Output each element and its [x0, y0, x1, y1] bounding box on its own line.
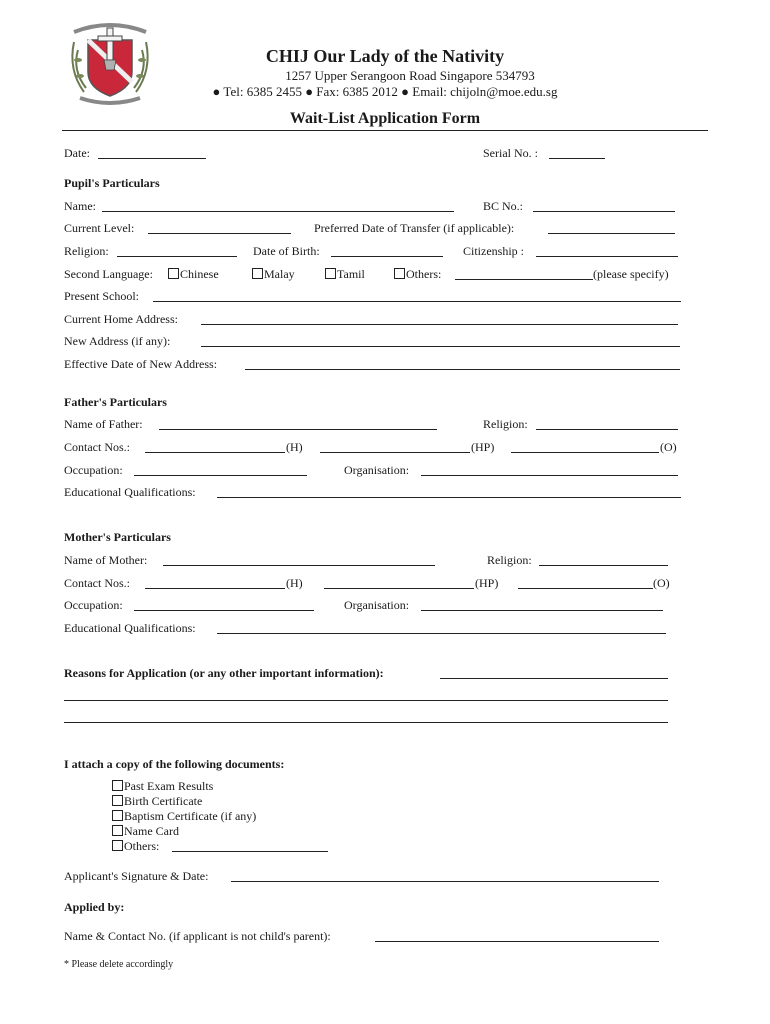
lang-others-option[interactable]: [394, 267, 441, 281]
doc-name-card-label: Name Card: [124, 824, 179, 838]
home-address-label: Current Home Address:: [64, 312, 178, 326]
father-hp-label: (HP): [471, 440, 495, 454]
father-organisation-field[interactable]: [421, 475, 678, 476]
lang-malay-option[interactable]: [252, 267, 295, 281]
pupil-name-field[interactable]: [102, 211, 454, 212]
doc-others-field[interactable]: [172, 851, 328, 852]
present-school-label: Present School:: [64, 289, 139, 303]
school-name: CHIJ Our Lady of the Nativity: [265, 46, 505, 66]
doc-birth-cert-label: Birth Certificate: [124, 794, 203, 808]
preferred-date-label: Preferred Date of Transfer (if applicable):: [314, 221, 515, 235]
father-name-field[interactable]: [159, 429, 437, 430]
father-contact-label: Contact Nos.:: [64, 440, 130, 454]
documents-heading: I attach a copy of the following documents:: [64, 757, 285, 771]
mother-heading: Mother's Particulars: [64, 530, 171, 544]
father-occupation-field[interactable]: [134, 475, 307, 476]
lang-others-label: Others:: [406, 267, 442, 281]
present-school-field[interactable]: [153, 301, 681, 302]
please-specify-note: (please specify): [593, 267, 669, 281]
second-language-label: Second Language:: [64, 267, 153, 281]
father-mobile-field[interactable]: [320, 452, 470, 453]
doc-exam-results-label: Past Exam Results: [124, 779, 214, 793]
mother-occupation-field[interactable]: [134, 610, 314, 611]
preferred-date-field[interactable]: [548, 233, 675, 234]
current-level-field[interactable]: [148, 233, 291, 234]
mother-o-label: (O): [653, 576, 670, 590]
reasons-label: Reasons for Application (or any other important information):: [64, 666, 384, 680]
religion-label: Religion:: [64, 244, 109, 258]
doc-others-option[interactable]: [112, 839, 159, 853]
reasons-field-line-3[interactable]: [64, 722, 668, 723]
effective-date-field[interactable]: [245, 369, 680, 370]
father-organisation-label: Organisation:: [344, 463, 410, 477]
form-title: Wait-List Application Form: [289, 110, 481, 127]
school-contact: ● Tel: 6385 2455 ● Fax: 6385 2012 ● Email: chijoln@moe.edu.sg: [212, 84, 558, 99]
signature-label: Applicant's Signature & Date:: [64, 869, 209, 883]
lang-tamil-label: Tamil: [337, 267, 365, 281]
lang-chinese-label: Chinese: [180, 267, 219, 281]
father-education-field[interactable]: [217, 497, 681, 498]
mother-hp-label: (HP): [475, 576, 499, 590]
father-name-label: Name of Father:: [64, 417, 143, 431]
doc-baptism-cert-option[interactable]: [112, 809, 256, 823]
doc-baptism-cert-label: Baptism Certificate (if any): [124, 809, 257, 823]
reasons-field-line-2[interactable]: [64, 700, 668, 701]
lang-tamil-option[interactable]: [325, 267, 365, 281]
citizenship-label: Citizenship :: [463, 244, 524, 258]
doc-birth-cert-checkbox[interactable]: [112, 795, 123, 806]
new-address-field[interactable]: [201, 346, 680, 347]
title-divider: [62, 130, 708, 131]
lang-malay-checkbox[interactable]: [252, 268, 263, 279]
father-office-phone-field[interactable]: [511, 452, 659, 453]
signature-field[interactable]: [231, 881, 659, 882]
pupil-name-label: Name:: [64, 199, 96, 213]
doc-name-card-checkbox[interactable]: [112, 825, 123, 836]
pupil-heading: Pupil's Particulars: [64, 176, 160, 190]
bc-no-label: BC No.:: [483, 199, 524, 213]
doc-others-label: Others:: [124, 839, 160, 853]
lang-others-checkbox[interactable]: [394, 268, 405, 279]
current-level-label: Current Level:: [64, 221, 135, 235]
bc-no-field[interactable]: [533, 211, 675, 212]
doc-exam-results-option[interactable]: [112, 779, 213, 793]
applicant-contact-label: Name & Contact No. (if applicant is not child's parent):: [64, 929, 331, 943]
father-heading: Father's Particulars: [64, 395, 167, 409]
footnote: * Please delete accordingly: [64, 959, 174, 970]
mother-organisation-label: Organisation:: [344, 598, 410, 612]
serial-field[interactable]: [549, 158, 605, 159]
doc-name-card-option[interactable]: [112, 824, 179, 838]
applied-by-heading: Applied by:: [64, 900, 125, 914]
father-religion-field[interactable]: [536, 429, 678, 430]
home-address-field[interactable]: [201, 324, 678, 325]
father-home-phone-field[interactable]: [145, 452, 285, 453]
dob-label: Date of Birth:: [253, 244, 320, 258]
doc-exam-results-checkbox[interactable]: [112, 780, 123, 791]
mother-office-phone-field[interactable]: [518, 588, 653, 589]
doc-birth-cert-option[interactable]: [112, 794, 202, 808]
mother-contact-label: Contact Nos.:: [64, 576, 130, 590]
date-field[interactable]: [98, 158, 206, 159]
lang-tamil-checkbox[interactable]: [325, 268, 336, 279]
mother-h-label: (H): [286, 576, 303, 590]
mother-home-phone-field[interactable]: [145, 588, 285, 589]
lang-malay-label: Malay: [264, 267, 295, 281]
mother-education-label: Educational Qualifications:: [64, 621, 196, 635]
dob-field[interactable]: [331, 256, 443, 257]
effective-date-label: Effective Date of New Address:: [64, 357, 218, 371]
mother-name-label: Name of Mother:: [64, 553, 148, 567]
mother-religion-field[interactable]: [539, 565, 668, 566]
mother-religion-label: Religion:: [487, 553, 532, 567]
new-address-label: New Address (if any):: [64, 334, 171, 348]
lang-others-field[interactable]: [455, 279, 593, 280]
mother-occupation-label: Occupation:: [64, 598, 123, 612]
citizenship-field[interactable]: [536, 256, 678, 257]
school-address: 1257 Upper Serangoon Road Singapore 534793: [285, 68, 535, 83]
religion-field[interactable]: [117, 256, 237, 257]
father-h-label: (H): [286, 440, 303, 454]
mother-education-field[interactable]: [217, 633, 666, 634]
date-label: Date:: [64, 146, 90, 160]
mother-mobile-field[interactable]: [324, 588, 474, 589]
mother-name-field[interactable]: [163, 565, 435, 566]
lang-chinese-option[interactable]: [168, 267, 219, 281]
father-religion-label: Religion:: [483, 417, 528, 431]
doc-others-checkbox[interactable]: [112, 840, 123, 851]
serial-label: Serial No. :: [483, 146, 538, 160]
father-o-label: (O): [660, 440, 677, 454]
lang-chinese-checkbox[interactable]: [168, 268, 179, 279]
father-education-label: Educational Qualifications:: [64, 485, 196, 499]
father-occupation-label: Occupation:: [64, 463, 123, 477]
doc-baptism-cert-checkbox[interactable]: [112, 810, 123, 821]
reasons-field-line-1[interactable]: [440, 678, 668, 679]
applicant-contact-field[interactable]: [375, 941, 659, 942]
mother-organisation-field[interactable]: [421, 610, 663, 611]
